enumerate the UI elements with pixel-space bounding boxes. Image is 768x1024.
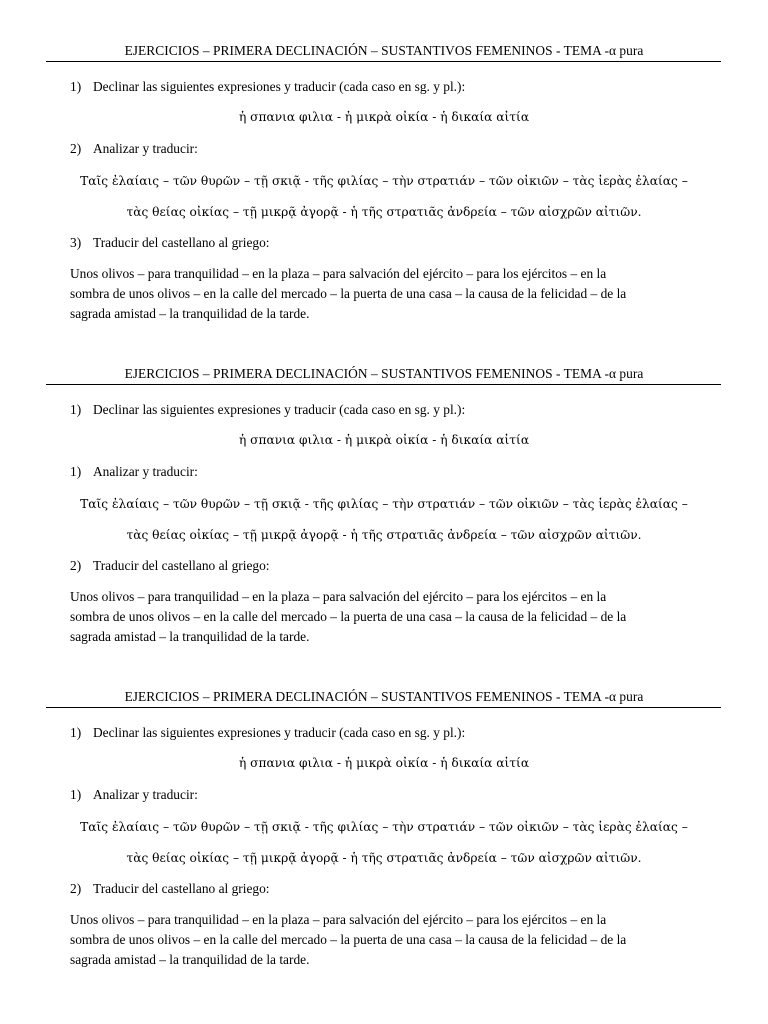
- item-number: 1): [70, 464, 82, 479]
- item-instruction: Traducir del castellano al griego:: [93, 558, 270, 573]
- item-number: 1): [70, 79, 82, 94]
- paragraph-line: sagrada amistad – la tranquilidad de la tarde.: [70, 306, 310, 321]
- title-divider: [46, 707, 721, 708]
- exercise-block-3: [0, 646, 768, 969]
- item-number: 1): [70, 787, 82, 802]
- item-number: 3): [70, 235, 82, 250]
- exercise-title: EJERCICIOS – PRIMERA DECLINACIÓN – SUSTANTIVOS FEMENINOS - TEMA -α pura: [124, 43, 644, 58]
- exercise-title: EJERCICIOS – PRIMERA DECLINACIÓN – SUSTANTIVOS FEMENINOS - TEMA -α pura: [124, 366, 644, 381]
- item-number: 1): [70, 725, 82, 740]
- item-instruction: Analizar y traducir:: [93, 787, 198, 802]
- item-number: 2): [70, 558, 82, 573]
- exercise-block-1: [0, 0, 768, 323]
- item-instruction: Declinar las siguientes expresiones y traducir (cada caso en sg. y pl.):: [93, 725, 466, 740]
- paragraph-line: sagrada amistad – la tranquilidad de la tarde.: [70, 952, 310, 967]
- paragraph-line: sombra de unos olivos – en la calle del mercado – la puerta de una casa – la causa de la felicidad – de la: [70, 932, 627, 947]
- greek-expressions: ἡ σπανια φιλια - ἡ μικρὰ οἰκία - ἡ δικαία αἰτία: [238, 433, 530, 447]
- greek-analysis-line-2: τὰς θείας οἰκίας – τῇ μικρᾷ ἀγορᾷ - ἡ τῆς στρατιᾶς ἀνδρεία – τῶν αἰσχρῶν αἰτιῶν.: [126, 851, 642, 865]
- item-instruction: Declinar las siguientes expresiones y traducir (cada caso en sg. y pl.):: [93, 79, 466, 94]
- paragraph-line: Unos olivos – para tranquilidad – en la plaza – para salvación del ejército – para los ejércitos – en la: [70, 266, 607, 281]
- translation-paragraph: [70, 264, 720, 324]
- item-number: 1): [70, 402, 82, 417]
- greek-analysis-line-1: Ταῖς ἐλαίαις – τῶν θυρῶν – τῇ σκιᾷ - τῆς φιλίας – τὴν στρατιάν – τῶν οἰκιῶν – τὰς ἱερὰς ἐλαίας –: [80, 174, 688, 188]
- greek-analysis-line-1: Ταῖς ἐλαίαις – τῶν θυρῶν – τῇ σκιᾷ - τῆς φιλίας – τὴν στρατιάν – τῶν οἰκιῶν – τὰς ἱερὰς ἐλαίας –: [80, 820, 688, 834]
- item-number: 2): [70, 881, 82, 896]
- item-instruction: Traducir del castellano al griego:: [93, 235, 270, 250]
- exercise-block-2: [0, 323, 768, 646]
- item-instruction: Declinar las siguientes expresiones y traducir (cada caso en sg. y pl.):: [93, 402, 466, 417]
- paragraph-line: sagrada amistad – la tranquilidad de la tarde.: [70, 629, 310, 644]
- translation-paragraph: [70, 910, 720, 970]
- paragraph-line: Unos olivos – para tranquilidad – en la plaza – para salvación del ejército – para los ejércitos – en la: [70, 912, 607, 927]
- item-instruction: Analizar y traducir:: [93, 464, 198, 479]
- greek-analysis-line-2: τὰς θείας οἰκίας – τῇ μικρᾷ ἀγορᾷ - ἡ τῆς στρατιᾶς ἀνδρεία – τῶν αἰσχρῶν αἰτιῶν.: [126, 528, 642, 542]
- paragraph-line: sombra de unos olivos – en la calle del mercado – la puerta de una casa – la causa de la felicidad – de la: [70, 609, 627, 624]
- exercise-title: EJERCICIOS – PRIMERA DECLINACIÓN – SUSTANTIVOS FEMENINOS - TEMA -α pura: [124, 689, 644, 704]
- translation-paragraph: [70, 587, 720, 647]
- item-instruction: Traducir del castellano al griego:: [93, 881, 270, 896]
- greek-expressions: ἡ σπανια φιλια - ἡ μικρὰ οἰκία - ἡ δικαία αἰτία: [238, 756, 530, 770]
- title-divider: [46, 384, 721, 385]
- paragraph-line: Unos olivos – para tranquilidad – en la plaza – para salvación del ejército – para los ejércitos – en la: [70, 589, 607, 604]
- paragraph-line: sombra de unos olivos – en la calle del mercado – la puerta de una casa – la causa de la felicidad – de la: [70, 286, 627, 301]
- item-instruction: Analizar y traducir:: [93, 141, 198, 156]
- title-divider: [46, 61, 721, 62]
- item-number: 2): [70, 141, 82, 156]
- greek-analysis-line-2: τὰς θείας οἰκίας – τῇ μικρᾷ ἀγορᾷ - ἡ τῆς στρατιᾶς ἀνδρεία – τῶν αἰσχρῶν αἰτιῶν.: [126, 205, 642, 219]
- greek-analysis-line-1: Ταῖς ἐλαίαις – τῶν θυρῶν – τῇ σκιᾷ - τῆς φιλίας – τὴν στρατιάν – τῶν οἰκιῶν – τὰς ἱερὰς ἐλαίας –: [80, 497, 688, 511]
- greek-expressions: ἡ σπανια φιλια - ἡ μικρὰ οἰκία - ἡ δικαία αἰτία: [238, 110, 530, 124]
